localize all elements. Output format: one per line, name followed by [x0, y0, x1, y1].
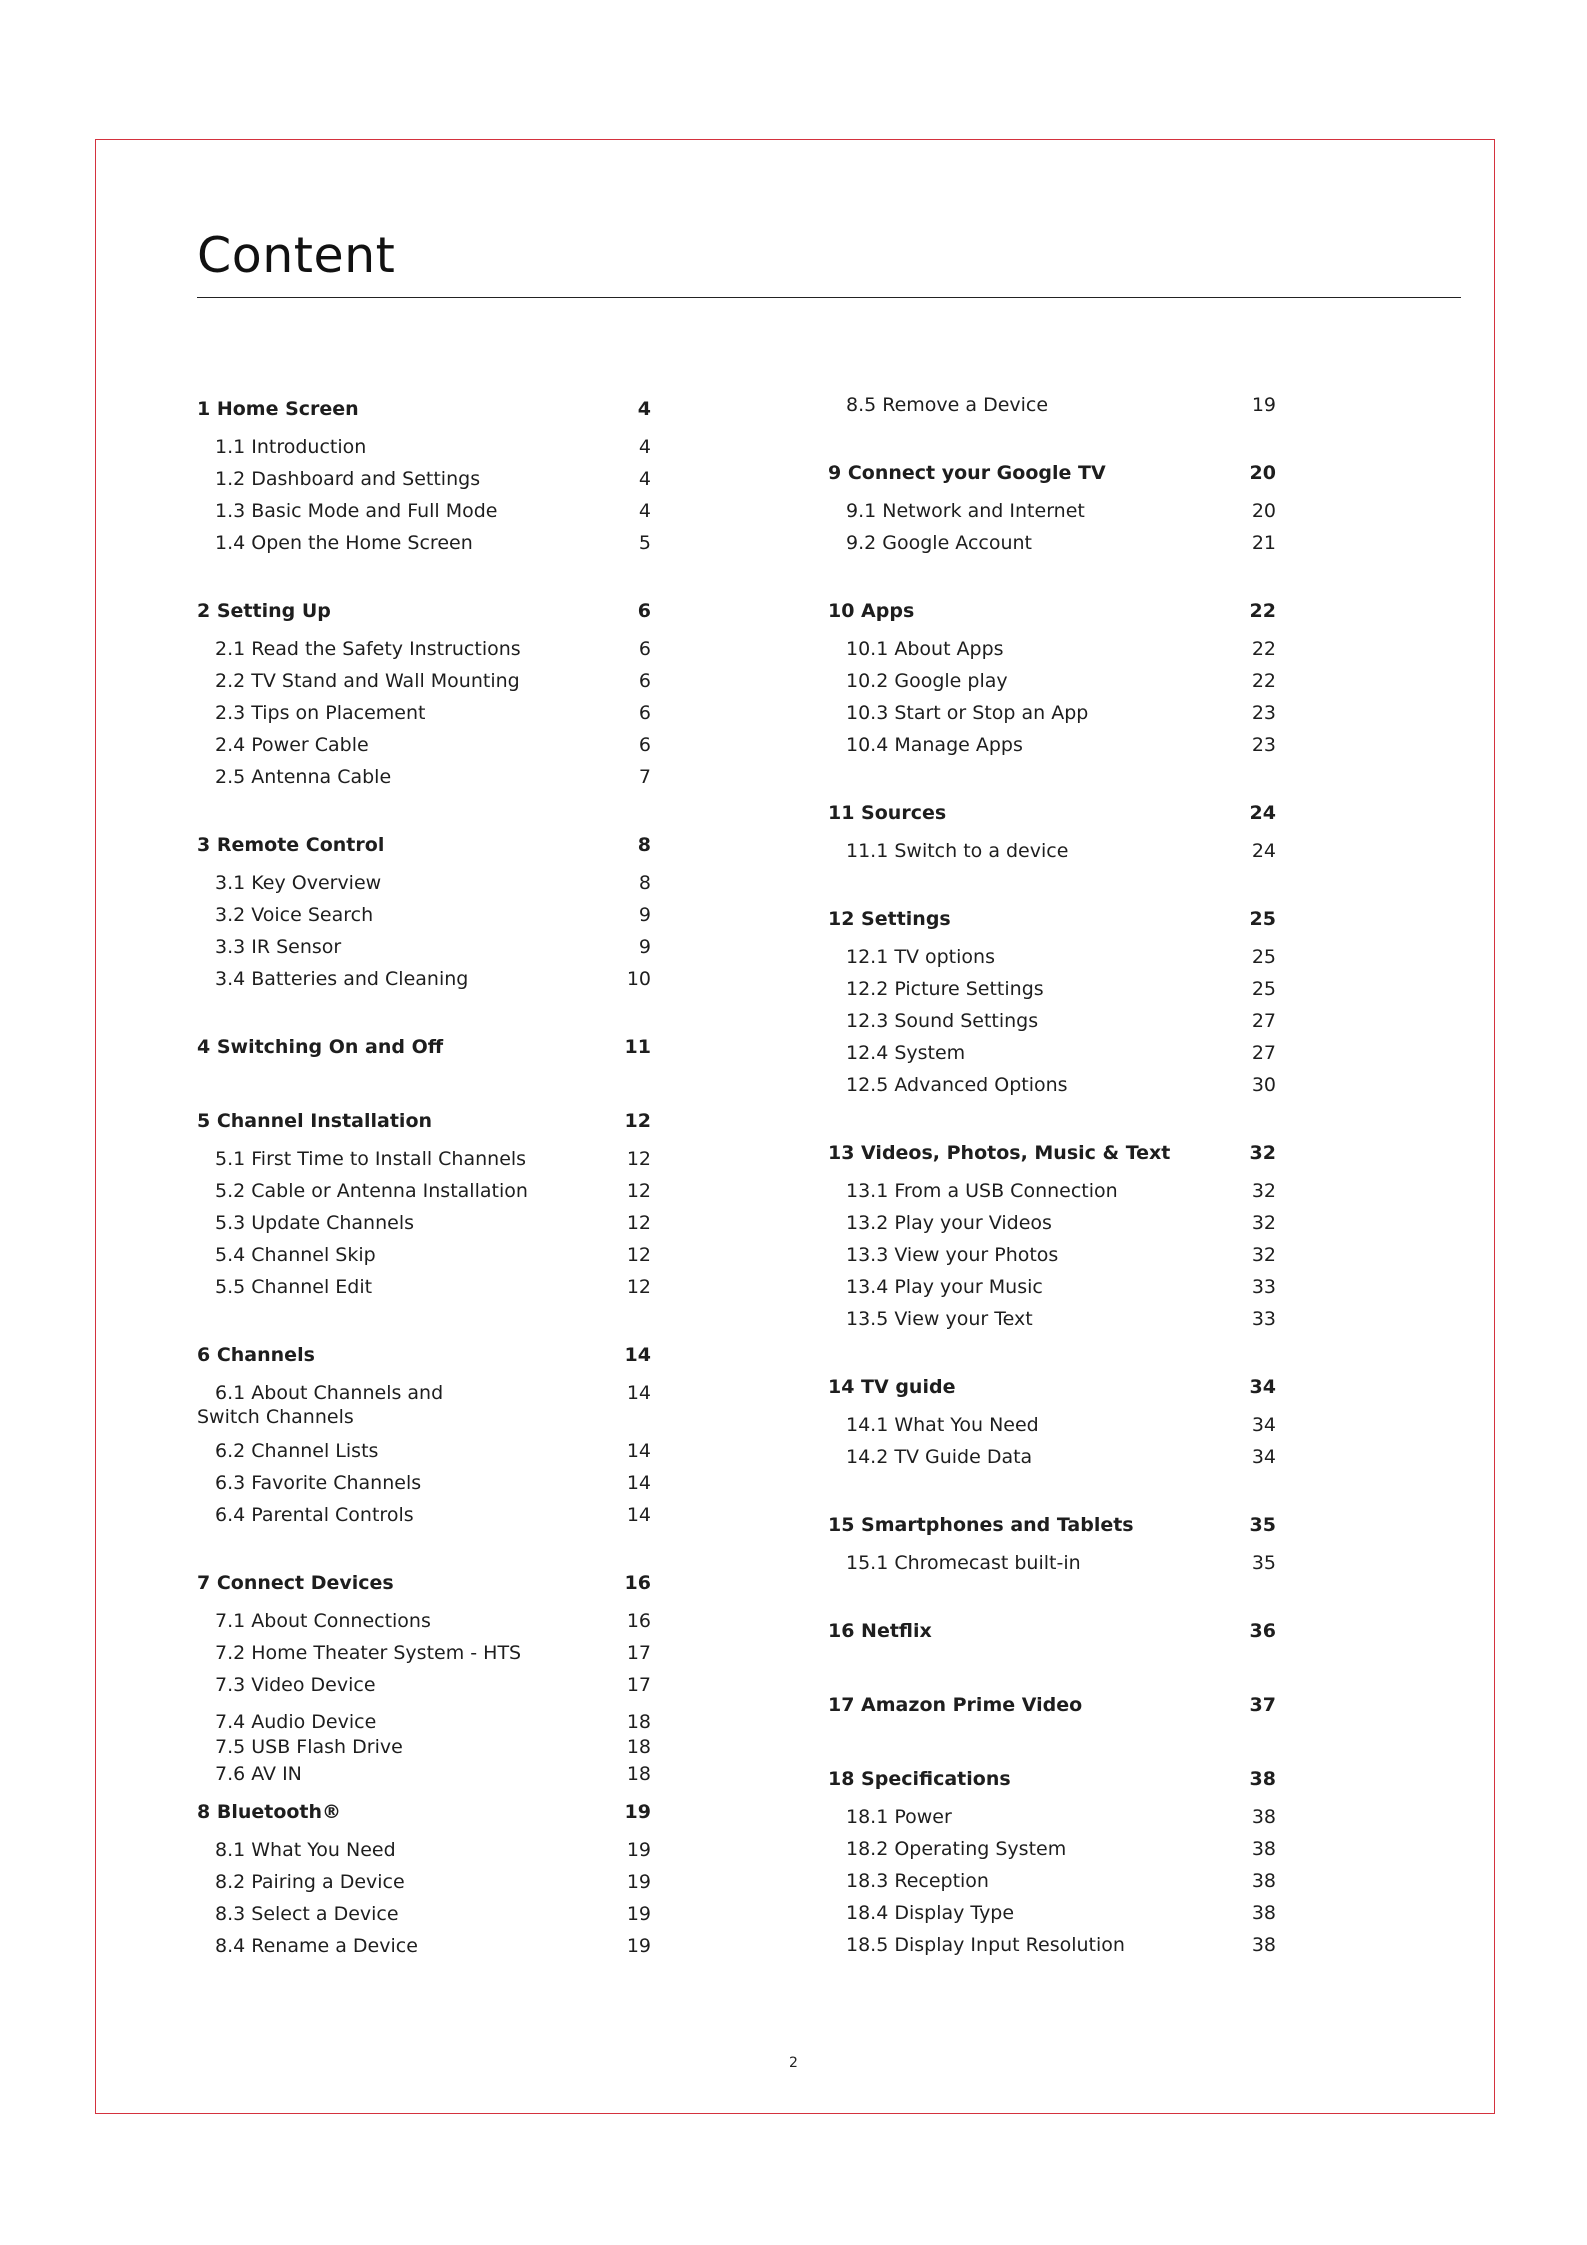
toc-entry-label: 7.2 Home Theater System - HTS	[215, 1642, 522, 1664]
toc-entry-label: 5.1 First Time to Install Channels	[215, 1148, 527, 1170]
toc-entry-label: 3.4 Batteries and Cleaning	[215, 968, 469, 990]
toc-entry-label: 1 Home Screen	[197, 398, 359, 420]
toc-entry-label: 14.2 TV Guide Data	[846, 1446, 1033, 1468]
toc-entry-label: 10.1 About Apps	[846, 638, 1004, 660]
toc-entry-page-number: 25	[1251, 978, 1276, 1000]
toc-entry-7-4-audio-device[interactable]	[197, 1710, 661, 1734]
toc-entry-15-1-chromecast-built-in[interactable]	[828, 1551, 1286, 1575]
toc-entry-label: 4 Switching On and Off	[197, 1036, 444, 1058]
toc-entry-8-2-pairing-a-device[interactable]	[197, 1870, 661, 1894]
toc-entry-label: 18.5 Display Input Resolution	[846, 1934, 1125, 1956]
toc-entry-page-number: 27	[1251, 1010, 1276, 1032]
toc-entry-label: 18.1 Power	[846, 1806, 952, 1828]
toc-entry-page-number: 14	[626, 1504, 651, 1526]
toc-entry-page-number: 24	[1251, 840, 1276, 862]
toc-entry-label: 5.5 Channel Edit	[215, 1276, 373, 1298]
toc-entry-page-number: 38	[1251, 1902, 1276, 1924]
toc-entry-label: 12.3 Sound Settings	[846, 1010, 1039, 1032]
toc-entry-13-1-from-a-usb-connection[interactable]	[828, 1179, 1286, 1203]
toc-entry-page-number: 30	[1251, 1074, 1276, 1096]
toc-entry-10-2-google-play[interactable]	[828, 669, 1286, 693]
toc-entry-page-number: 32	[1251, 1244, 1276, 1266]
toc-entry-9-2-google-account[interactable]	[828, 531, 1286, 555]
toc-entry-label: 11.1 Switch to a device	[846, 840, 1069, 862]
toc-entry-10-4-manage-apps[interactable]	[828, 733, 1286, 757]
toc-entry-8-4-rename-a-device[interactable]	[197, 1934, 661, 1958]
toc-entry-13-videos-photos-music-text[interactable]	[828, 1141, 1286, 1165]
toc-entry-13-5-view-your-text[interactable]	[828, 1307, 1286, 1331]
toc-entry-page-number: 14	[624, 1344, 651, 1366]
toc-entry-label: 5.3 Update Channels	[215, 1212, 415, 1234]
toc-entry-label: 9.1 Network and Internet	[846, 500, 1085, 522]
toc-entry-label: 10.3 Start or Stop an App	[846, 702, 1089, 724]
toc-entry-page-number: 6	[637, 600, 651, 622]
toc-entry-label: 7.4 Audio Device	[215, 1711, 377, 1733]
toc-entry-page-number: 18	[626, 1763, 651, 1785]
toc-entry-page-number: 22	[1251, 638, 1276, 660]
toc-entry-5-5-channel-edit[interactable]	[197, 1275, 661, 1299]
toc-entry-page-number: 9	[638, 904, 651, 926]
toc-entry-page-number: 35	[1249, 1514, 1276, 1536]
toc-entry-page-number: 6	[638, 734, 651, 756]
toc-entry-label: 7 Connect Devices	[197, 1572, 394, 1594]
toc-entry-label: 14 TV guide	[828, 1376, 956, 1398]
toc-entry-14-2-tv-guide-data[interactable]	[828, 1445, 1286, 1469]
toc-entry-label: 10 Apps	[828, 600, 915, 622]
toc-entry-page-number: 34	[1249, 1376, 1276, 1398]
toc-entry-10-3-start-or-stop-an-app[interactable]	[828, 701, 1286, 725]
toc-entry-page-number: 5	[638, 532, 651, 554]
toc-entry-page-number: 12	[626, 1148, 651, 1170]
toc-entry-page-number: 38	[1251, 1934, 1276, 1956]
toc-entry-7-6-av-in[interactable]	[197, 1762, 661, 1786]
toc-entry-17-amazon-prime-video[interactable]	[828, 1693, 1286, 1717]
toc-entry-label: 17 Amazon Prime Video	[828, 1694, 1083, 1716]
toc-entry-page-number: 38	[1251, 1806, 1276, 1828]
toc-entry-page-number: 4	[638, 500, 651, 522]
toc-entry-page-number: 14	[626, 1472, 651, 1494]
toc-entry-label: 13.3 View your Photos	[846, 1244, 1059, 1266]
toc-entry-page-number: 25	[1251, 946, 1276, 968]
toc-entry-label: 1.3 Basic Mode and Full Mode	[215, 500, 498, 522]
toc-entry-10-1-about-apps[interactable]	[828, 637, 1286, 661]
toc-entry-18-2-operating-system[interactable]	[828, 1837, 1286, 1861]
toc-entry-page-number: 19	[626, 1903, 651, 1925]
toc-entry-page-number: 16	[626, 1610, 651, 1632]
toc-entry-label: 7.1 About Connections	[215, 1610, 431, 1632]
toc-entry-1-1-introduction[interactable]	[197, 435, 661, 459]
toc-entry-label: 6 Channels	[197, 1344, 315, 1366]
toc-entry-label: 15.1 Chromecast built-in	[846, 1552, 1081, 1574]
page-title: Content	[197, 227, 396, 284]
toc-entry-page-number: 16	[624, 1572, 651, 1594]
toc-entry-label: 18 Specifications	[828, 1768, 1011, 1790]
toc-entry-page-number: 19	[626, 1839, 651, 1861]
toc-entry-9-connect-your-google-tv[interactable]	[828, 461, 1286, 485]
toc-entry-3-4-batteries-and-cleaning[interactable]	[197, 967, 661, 991]
toc-entry-page-number: 36	[1249, 1620, 1276, 1642]
toc-entry-8-3-select-a-device[interactable]	[197, 1902, 661, 1926]
toc-entry-page-number: 37	[1249, 1694, 1276, 1716]
toc-entry-12-settings[interactable]	[828, 907, 1286, 931]
toc-entry-12-5-advanced-options[interactable]	[828, 1073, 1286, 1097]
toc-entry-14-1-what-you-need[interactable]	[828, 1413, 1286, 1437]
toc-entry-label: 6.3 Favorite Channels	[215, 1472, 422, 1494]
toc-entry-label: 2.3 Tips on Placement	[215, 702, 426, 724]
toc-entry-label: 7.5 USB Flash Drive	[215, 1736, 403, 1758]
toc-entry-2-setting-up[interactable]	[197, 599, 661, 623]
toc-entry-label: 3.3 IR Sensor	[215, 936, 342, 958]
toc-entry-label: 6.1 About Channels and Switch Channels	[197, 1382, 444, 1428]
toc-entry-11-1-switch-to-a-device[interactable]	[828, 839, 1286, 863]
toc-entry-label: 2.2 TV Stand and Wall Mounting	[215, 670, 520, 692]
toc-entry-1-home-screen[interactable]	[197, 397, 661, 421]
toc-entry-page-number: 19	[1251, 394, 1276, 416]
toc-entry-page-number: 8	[638, 872, 651, 894]
toc-entry-label: 8.5 Remove a Device	[846, 394, 1049, 416]
toc-entry-page-number: 32	[1251, 1212, 1276, 1234]
toc-entry-label: 10.2 Google play	[846, 670, 1008, 692]
toc-entry-label: 1.2 Dashboard and Settings	[215, 468, 481, 490]
toc-entry-page-number: 7	[638, 766, 651, 788]
toc-entry-page-number: 23	[1251, 702, 1276, 724]
toc-entry-page-number: 12	[626, 1244, 651, 1266]
toc-entry-label: 13.2 Play your Videos	[846, 1212, 1052, 1234]
toc-entry-13-2-play-your-videos[interactable]	[828, 1211, 1286, 1235]
toc-entry-page-number: 20	[1249, 462, 1276, 484]
toc-entry-label: 8.4 Rename a Device	[215, 1935, 418, 1957]
toc-entry-page-number: 34	[1251, 1414, 1276, 1436]
toc-entry-1-2-dashboard-and-settings[interactable]	[197, 467, 661, 491]
title-divider	[197, 297, 1461, 298]
toc-entry-12-3-sound-settings[interactable]	[828, 1009, 1286, 1033]
toc-entry-label: 2 Setting Up	[197, 600, 331, 622]
toc-entry-3-3-ir-sensor[interactable]	[197, 935, 661, 959]
toc-entry-page-number: 9	[638, 936, 651, 958]
toc-entry-label: 12.5 Advanced Options	[846, 1074, 1068, 1096]
toc-entry-label: 8.1 What You Need	[215, 1839, 396, 1861]
toc-entry-label: 18.2 Operating System	[846, 1838, 1067, 1860]
toc-entry-page-number: 8	[637, 834, 651, 856]
toc-entry-3-1-key-overview[interactable]	[197, 871, 661, 895]
toc-entry-page-number: 10	[626, 968, 651, 990]
toc-entry-page-number: 17	[626, 1674, 651, 1696]
toc-entry-label: 9 Connect your Google TV	[828, 462, 1106, 484]
toc-entry-8-bluetooth[interactable]	[197, 1800, 661, 1824]
toc-entry-label: 1.4 Open the Home Screen	[215, 532, 473, 554]
toc-entry-label: 14.1 What You Need	[846, 1414, 1039, 1436]
toc-entry-18-3-reception[interactable]	[828, 1869, 1286, 1893]
toc-entry-7-connect-devices[interactable]	[197, 1571, 661, 1595]
toc-entry-7-3-video-device[interactable]	[197, 1673, 661, 1697]
toc-entry-page-number: 18	[626, 1711, 651, 1733]
toc-entry-label: 8 Bluetooth®	[197, 1801, 342, 1823]
toc-entry-10-apps[interactable]	[828, 599, 1286, 623]
toc-entry-label: 7.6 AV IN	[215, 1763, 302, 1785]
toc-entry-label: 3 Remote Control	[197, 834, 385, 856]
toc-entry-label: 12 Settings	[828, 908, 951, 930]
toc-entry-18-specifications[interactable]	[828, 1767, 1286, 1791]
toc-entry-label: 10.4 Manage Apps	[846, 734, 1023, 756]
toc-entry-8-5-remove-a-device[interactable]	[828, 393, 1286, 417]
toc-entry-label: 6.2 Channel Lists	[215, 1440, 379, 1462]
toc-entry-page-number: 20	[1251, 500, 1276, 522]
toc-entry-page-number: 23	[1251, 734, 1276, 756]
toc-entry-page-number: 27	[1251, 1042, 1276, 1064]
toc-entry-page-number: 19	[626, 1935, 651, 1957]
toc-entry-page-number: 24	[1249, 802, 1276, 824]
toc-entry-page-number: 14	[626, 1382, 651, 1404]
toc-entry-2-3-tips-on-placement[interactable]	[197, 701, 661, 725]
toc-entry-label: 13.1 From a USB Connection	[846, 1180, 1118, 1202]
toc-entry-7-5-usb-flash-drive[interactable]	[197, 1735, 661, 1759]
toc-entry-label: 3.2 Voice Search	[215, 904, 374, 926]
toc-entry-label: 8.3 Select a Device	[215, 1903, 399, 1925]
toc-entry-page-number: 14	[626, 1440, 651, 1462]
toc-entry-12-2-picture-settings[interactable]	[828, 977, 1286, 1001]
toc-entry-label: 2.1 Read the Safety Instructions	[215, 638, 521, 660]
toc-entry-18-4-display-type[interactable]	[828, 1901, 1286, 1925]
toc-entry-page-number: 4	[638, 468, 651, 490]
toc-entry-1-3-basic-mode-and-full-mode[interactable]	[197, 499, 661, 523]
toc-entry-3-2-voice-search[interactable]	[197, 903, 661, 927]
toc-entry-label: 1.1 Introduction	[215, 436, 367, 458]
toc-entry-18-1-power[interactable]	[828, 1805, 1286, 1829]
toc-entry-6-1-about-channels-and-switch-channels[interactable]	[197, 1381, 661, 1429]
toc-entry-page-number: 4	[637, 398, 651, 420]
toc-entry-2-2-tv-stand-and-wall-mounting[interactable]	[197, 669, 661, 693]
toc-entry-12-4-system[interactable]	[828, 1041, 1286, 1065]
toc-entry-7-1-about-connections[interactable]	[197, 1609, 661, 1633]
toc-entry-12-1-tv-options[interactable]	[828, 945, 1286, 969]
toc-entry-15-smartphones-and-tablets[interactable]	[828, 1513, 1286, 1537]
toc-entry-page-number: 18	[626, 1736, 651, 1758]
toc-entry-label: 12.4 System	[846, 1042, 966, 1064]
toc-entry-label: 13 Videos, Photos, Music & Text	[828, 1142, 1171, 1164]
toc-entry-page-number: 38	[1249, 1768, 1276, 1790]
toc-entry-5-2-cable-or-antenna-installation[interactable]	[197, 1179, 661, 1203]
toc-entry-16-netflix[interactable]	[828, 1619, 1286, 1643]
toc-entry-label: 16 Netflix	[828, 1620, 932, 1642]
toc-entry-page-number: 21	[1251, 532, 1276, 554]
toc-entry-page-number: 33	[1251, 1276, 1276, 1298]
toc-entry-18-5-display-input-resolution[interactable]	[828, 1933, 1286, 1957]
toc-entry-5-3-update-channels[interactable]	[197, 1211, 661, 1235]
toc-entry-label: 5.4 Channel Skip	[215, 1244, 376, 1266]
toc-entry-page-number: 6	[638, 670, 651, 692]
toc-entry-label: 3.1 Key Overview	[215, 872, 382, 894]
toc-entry-page-number: 35	[1251, 1552, 1276, 1574]
toc-entry-page-number: 6	[638, 702, 651, 724]
toc-entry-page-number: 19	[626, 1871, 651, 1893]
toc-entry-7-2-home-theater-system-hts[interactable]	[197, 1641, 661, 1665]
toc-entry-label: 2.5 Antenna Cable	[215, 766, 392, 788]
toc-entry-label: 18.4 Display Type	[846, 1902, 1015, 1924]
toc-entry-4-switching-on-and-off[interactable]	[197, 1035, 661, 1059]
toc-entry-label: 13.4 Play your Music	[846, 1276, 1043, 1298]
toc-entry-2-4-power-cable[interactable]	[197, 733, 661, 757]
toc-entry-label: 7.3 Video Device	[215, 1674, 376, 1696]
toc-entry-page-number: 32	[1249, 1142, 1276, 1164]
toc-entry-page-number: 12	[626, 1212, 651, 1234]
toc-entry-label: 18.3 Reception	[846, 1870, 989, 1892]
toc-entry-6-2-channel-lists[interactable]	[197, 1439, 661, 1463]
toc-entry-label: 9.2 Google Account	[846, 532, 1033, 554]
toc-entry-3-remote-control[interactable]	[197, 833, 661, 857]
toc-entry-13-4-play-your-music[interactable]	[828, 1275, 1286, 1299]
toc-entry-9-1-network-and-internet[interactable]	[828, 499, 1286, 523]
toc-entry-5-channel-installation[interactable]	[197, 1109, 661, 1133]
page-number: 2	[789, 2055, 798, 2071]
toc-entry-label: 8.2 Pairing a Device	[215, 1871, 405, 1893]
toc-entry-label: 15 Smartphones and Tablets	[828, 1514, 1134, 1536]
toc-entry-page-number: 11	[624, 1036, 651, 1058]
toc-entry-page-number: 19	[624, 1801, 651, 1823]
toc-entry-11-sources[interactable]	[828, 801, 1286, 825]
toc-entry-label: 11 Sources	[828, 802, 947, 824]
toc-entry-page-number: 12	[626, 1276, 651, 1298]
toc-entry-page-number: 34	[1251, 1446, 1276, 1468]
toc-entry-page-number: 32	[1251, 1180, 1276, 1202]
toc-entry-label: 12.2 Picture Settings	[846, 978, 1044, 1000]
toc-entry-page-number: 4	[638, 436, 651, 458]
toc-entry-8-1-what-you-need[interactable]	[197, 1838, 661, 1862]
toc-entry-label: 6.4 Parental Controls	[215, 1504, 414, 1526]
toc-entry-5-4-channel-skip[interactable]	[197, 1243, 661, 1267]
toc-entry-label: 13.5 View your Text	[846, 1308, 1033, 1330]
toc-entry-5-1-first-time-to-install-channels[interactable]	[197, 1147, 661, 1171]
toc-entry-page-number: 38	[1251, 1870, 1276, 1892]
toc-entry-2-5-antenna-cable[interactable]	[197, 765, 661, 789]
toc-entry-page-number: 17	[626, 1642, 651, 1664]
toc-entry-1-4-open-the-home-screen[interactable]	[197, 531, 661, 555]
toc-entry-label: 12.1 TV options	[846, 946, 995, 968]
toc-entry-page-number: 22	[1251, 670, 1276, 692]
toc-entry-page-number: 22	[1249, 600, 1276, 622]
toc-entry-page-number: 6	[638, 638, 651, 660]
toc-entry-page-number: 12	[626, 1180, 651, 1202]
toc-entry-page-number: 12	[624, 1110, 651, 1132]
toc-entry-6-4-parental-controls[interactable]	[197, 1503, 661, 1527]
toc-entry-page-number: 25	[1249, 908, 1276, 930]
toc-entry-label: 2.4 Power Cable	[215, 734, 369, 756]
toc-entry-14-tv-guide[interactable]	[828, 1375, 1286, 1399]
toc-entry-label: 5 Channel Installation	[197, 1110, 433, 1132]
toc-entry-page-number: 38	[1251, 1838, 1276, 1860]
toc-entry-label: 5.2 Cable or Antenna Installation	[215, 1180, 528, 1202]
toc-entry-13-3-view-your-photos[interactable]	[828, 1243, 1286, 1267]
toc-entry-2-1-read-the-safety-instructions[interactable]	[197, 637, 661, 661]
toc-entry-6-3-favorite-channels[interactable]	[197, 1471, 661, 1495]
toc-entry-6-channels[interactable]	[197, 1343, 661, 1367]
toc-entry-page-number: 33	[1251, 1308, 1276, 1330]
